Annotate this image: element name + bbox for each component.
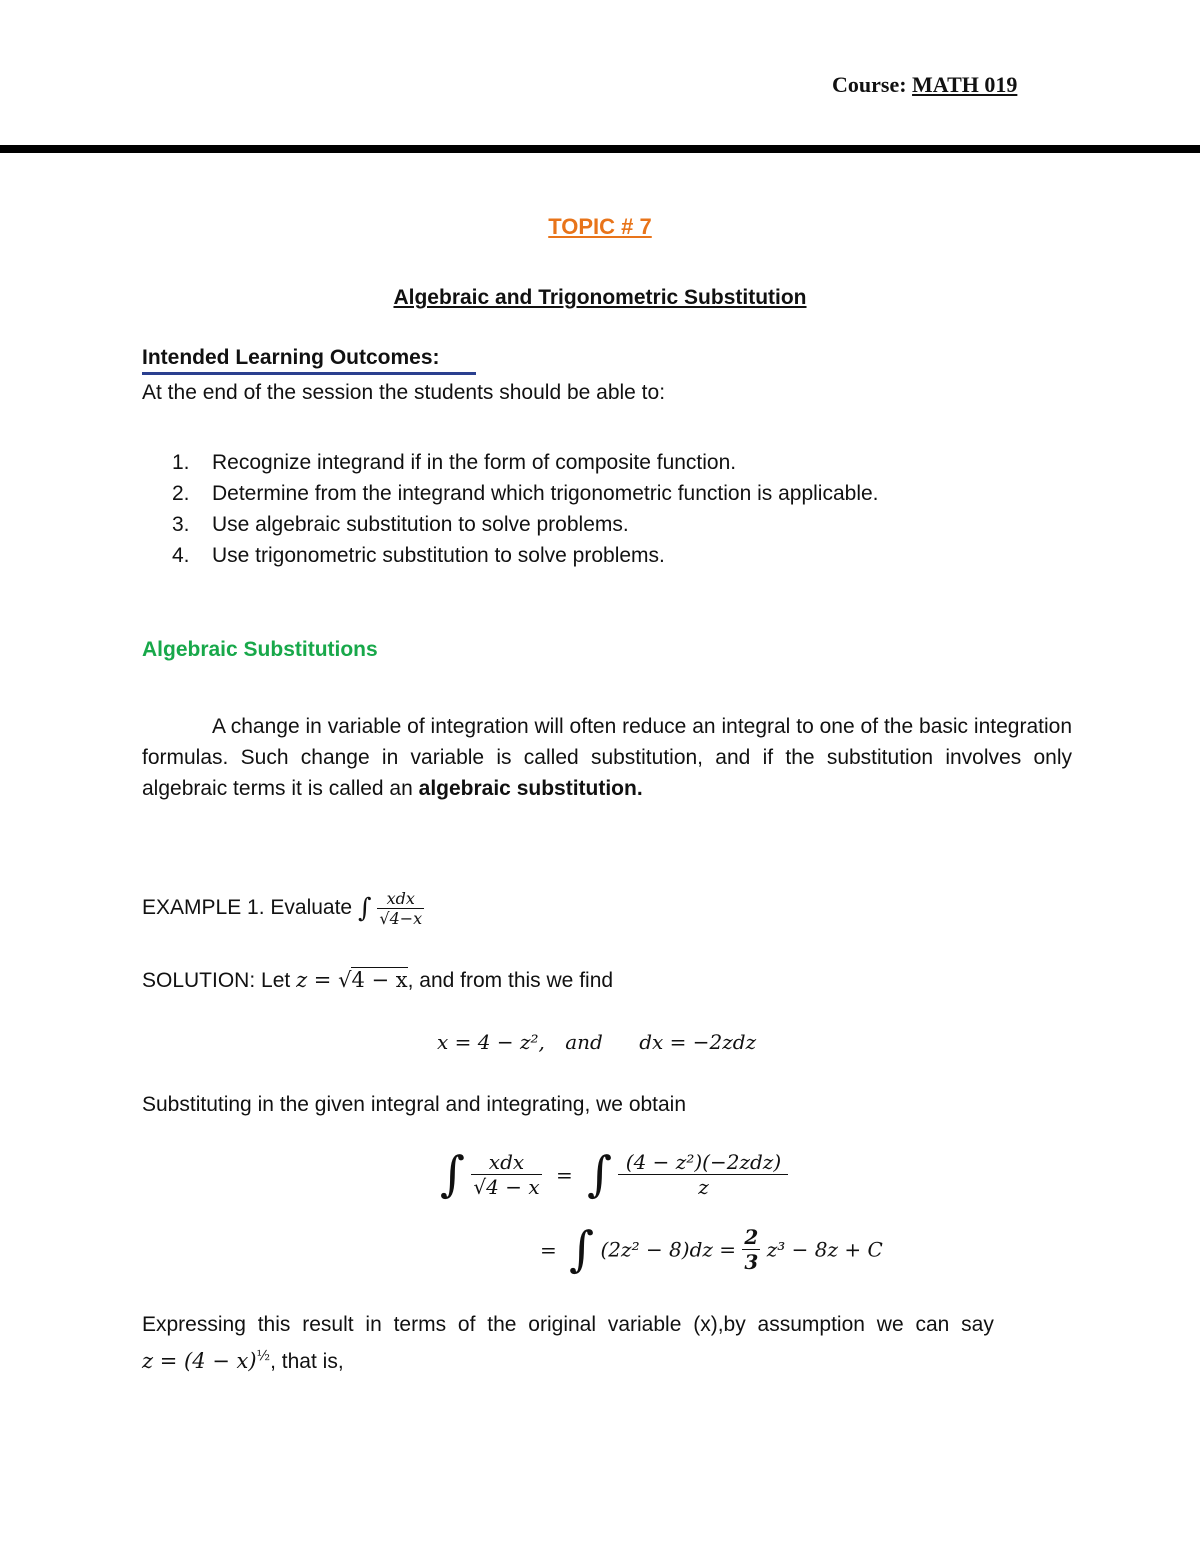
expressing-line-2 (142, 1348, 344, 1374)
paragraph-bold: algebraic substitution. (418, 777, 643, 800)
fraction-numerator: (4 − z²)(−2zdz) (625, 1150, 782, 1174)
expressing-math: z = (4 − x) (142, 1349, 257, 1373)
course-label (832, 72, 1017, 98)
solution-lead: SOLUTION: Let (142, 969, 291, 992)
course-code: MATH 019 (912, 72, 1018, 97)
equals-sign: = (540, 1237, 557, 1262)
outcomes-underline (142, 372, 476, 375)
outcomes-heading: Intended Learning Outcomes: (142, 346, 440, 369)
fraction-denominator: √4−x (379, 909, 423, 928)
integral-sign: ∫ (440, 1146, 466, 1203)
fraction-denominator: √4 − x (473, 1175, 540, 1199)
eq3-body: (2z² − 8)dz = (600, 1237, 737, 1262)
topic-heading: TOPIC # 7 (548, 214, 652, 239)
eq1-right: dx = −2zdz (639, 1030, 757, 1054)
list-item-text: Use trigonometric substitution to solve problems. (212, 544, 665, 567)
fraction-numerator: xdx (386, 889, 415, 908)
list-item-number: 3. (172, 513, 190, 536)
list-item-text: Use algebraic substitution to solve problems. (212, 513, 629, 536)
course-label-text: Course: (832, 72, 907, 97)
eq1-left: x = 4 − z², (437, 1030, 552, 1054)
expressing-tail: , that is, (270, 1350, 344, 1373)
fraction-numerator: 2 (744, 1225, 759, 1249)
substituting-text: Substituting in the given integral and integrating, we obtain (142, 1093, 687, 1116)
outcomes-list (142, 451, 879, 575)
page-title: Algebraic and Trigonometric Substitution (393, 286, 807, 309)
header-divider (0, 145, 1200, 153)
solution-tail: , and from this we find (407, 969, 614, 992)
equals-sign: = (555, 1162, 573, 1187)
equation-2 (440, 1146, 788, 1203)
list-item (142, 482, 879, 513)
eq3-fraction (742, 1225, 760, 1274)
list-item (142, 544, 879, 575)
expressing-exponent: ½ (256, 1348, 271, 1364)
fraction-numerator: xdx (488, 1150, 525, 1174)
integral-sign: ∫ (569, 1221, 595, 1278)
eq1-and: and (565, 1030, 603, 1054)
fraction-denominator: 3 (744, 1250, 759, 1274)
outcomes-intro: At the end of the session the students should be able to: (142, 381, 666, 404)
expressing-text: Expressing this result in terms of the original variable (x),by assumption we can say (142, 1313, 994, 1336)
eq2-fraction-left (471, 1150, 541, 1199)
integral-sign: ∫ (587, 1146, 613, 1203)
paragraph-text: A change in variable of integration will often reduce an integral to one of the basic integration formulas. Such change in variable is called substitution, and if the substitution involves only algebraic terms it is called an (142, 715, 1072, 800)
eq3-tail: z³ − 8z + C (766, 1237, 883, 1262)
list-item (142, 451, 879, 482)
list-item-number: 4. (172, 544, 190, 567)
equation-3 (540, 1221, 883, 1278)
list-item-number: 1. (172, 451, 190, 474)
solution-line (142, 968, 613, 993)
solution-sqrt: √4 − x (338, 968, 408, 992)
fraction-denominator: z (618, 1174, 788, 1199)
list-item-text: Determine from the integrand which trigonometric function is applicable. (212, 482, 879, 505)
list-item (142, 513, 879, 544)
example-1 (142, 889, 424, 928)
example-label: EXAMPLE 1. Evaluate (142, 896, 353, 920)
example-fraction (377, 889, 424, 928)
section-heading: Algebraic Substitutions (142, 638, 378, 661)
solution-z: z = (296, 968, 339, 992)
equation-1 (437, 1030, 756, 1054)
intro-paragraph (142, 711, 1072, 804)
eq2-fraction-right (618, 1150, 788, 1199)
list-item-text: Recognize integrand if in the form of composite function. (212, 451, 737, 474)
integral-sign: ∫ (357, 893, 372, 924)
list-item-number: 2. (172, 482, 190, 505)
